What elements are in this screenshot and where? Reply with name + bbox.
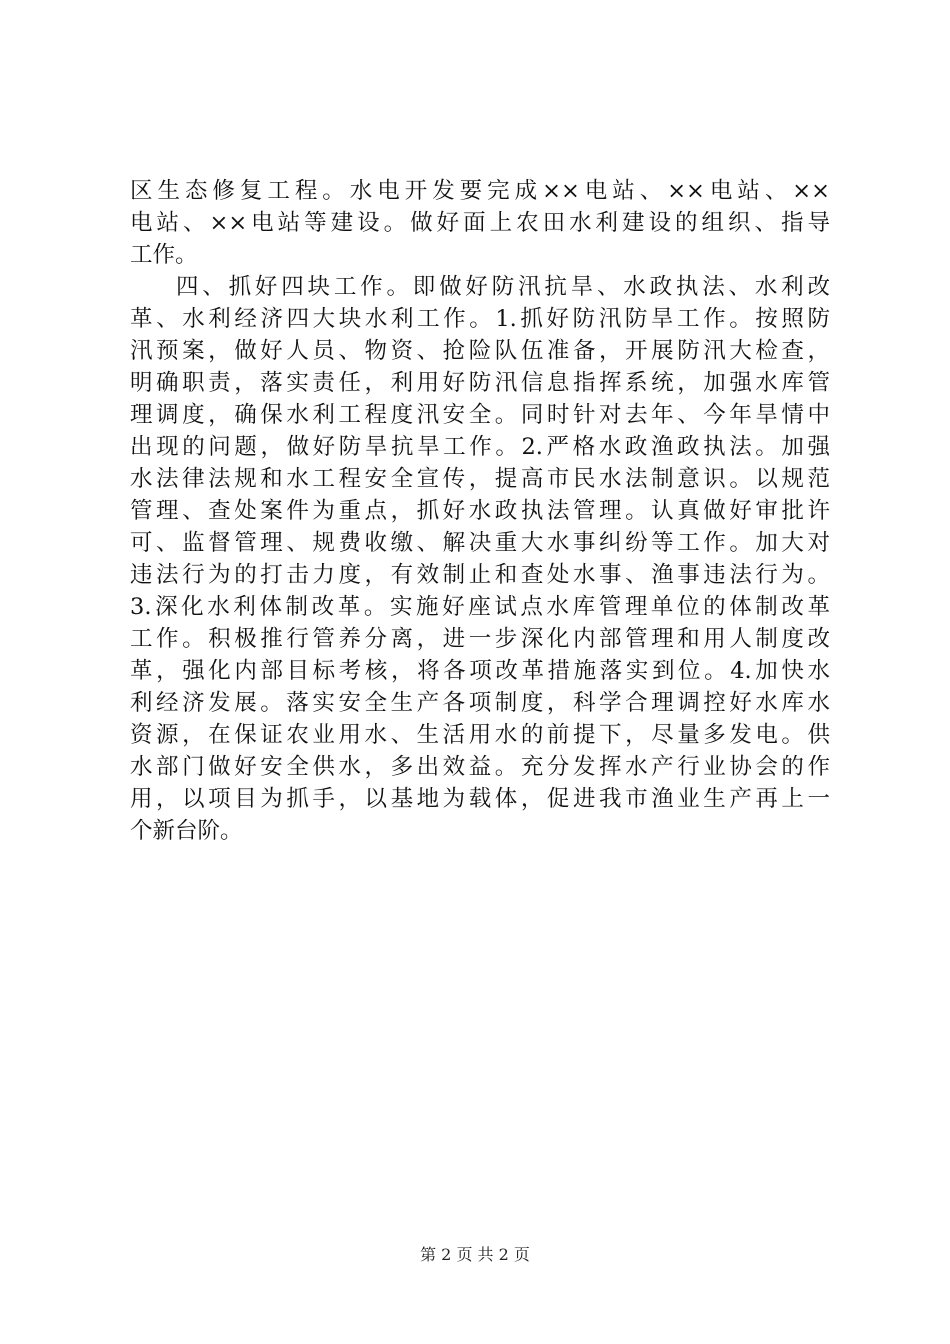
- text-line: 个新台阶。: [130, 818, 243, 844]
- text-line: 革、水利经济四大块水利工作。1.抓好防汛防旱工作。按照防: [130, 306, 830, 332]
- text-line: 电站、××电站等建设。做好面上农田水利建设的组织、指导: [130, 210, 830, 236]
- text-line: 明确职责，落实责任，利用好防汛信息指挥系统，加强水库管: [130, 370, 830, 396]
- text-line: 工作。积极推行管养分离，进一步深化内部管理和用人制度改: [130, 626, 830, 652]
- page-footer: 第 2 页 共 2 页: [420, 1245, 530, 1264]
- text-line: 3.深化水利体制改革。实施好座试点水库管理单位的体制改革: [130, 594, 830, 620]
- text-line: 违法行为的打击力度，有效制止和查处水事、渔事违法行为。: [130, 562, 830, 588]
- text-line: 理调度，确保水利工程度汛安全。同时针对去年、今年旱情中: [130, 402, 830, 428]
- text-line: 水部门做好安全供水，多出效益。充分发挥水产行业协会的作: [130, 754, 830, 780]
- text-line: 水法律法规和水工程安全宣传，提高市民水法制意识。以规范: [130, 466, 830, 492]
- text-line: 管理、查处案件为重点，抓好水政执法管理。认真做好审批许: [130, 498, 830, 524]
- text-line: 利经济发展。落实安全生产各项制度，科学合理调控好水库水: [130, 690, 830, 716]
- body-text: [130, 175, 830, 847]
- text-line: 资源，在保证农业用水、生活用水的前提下，尽量多发电。供: [130, 722, 830, 748]
- text-line: 出现的问题，做好防旱抗旱工作。2.严格水政渔政执法。加强: [130, 434, 830, 460]
- text-line: 革，强化内部目标考核，将各项改革措施落实到位。4.加快水: [130, 658, 830, 684]
- text-line: 区生态修复工程。水电开发要完成××电站、××电站、××: [130, 178, 830, 204]
- text-line: 汛预案，做好人员、物资、抢险队伍准备，开展防汛大检查，: [130, 338, 830, 364]
- text-line: 用，以项目为抓手，以基地为载体，促进我市渔业生产再上一: [130, 786, 830, 812]
- text-line: 工作。: [130, 242, 198, 268]
- text-line: 可、监督管理、规费收缴、解决重大水事纠纷等工作。加大对: [130, 530, 830, 556]
- text-line: 四、抓好四块工作。即做好防汛抗旱、水政执法、水利改: [176, 274, 830, 300]
